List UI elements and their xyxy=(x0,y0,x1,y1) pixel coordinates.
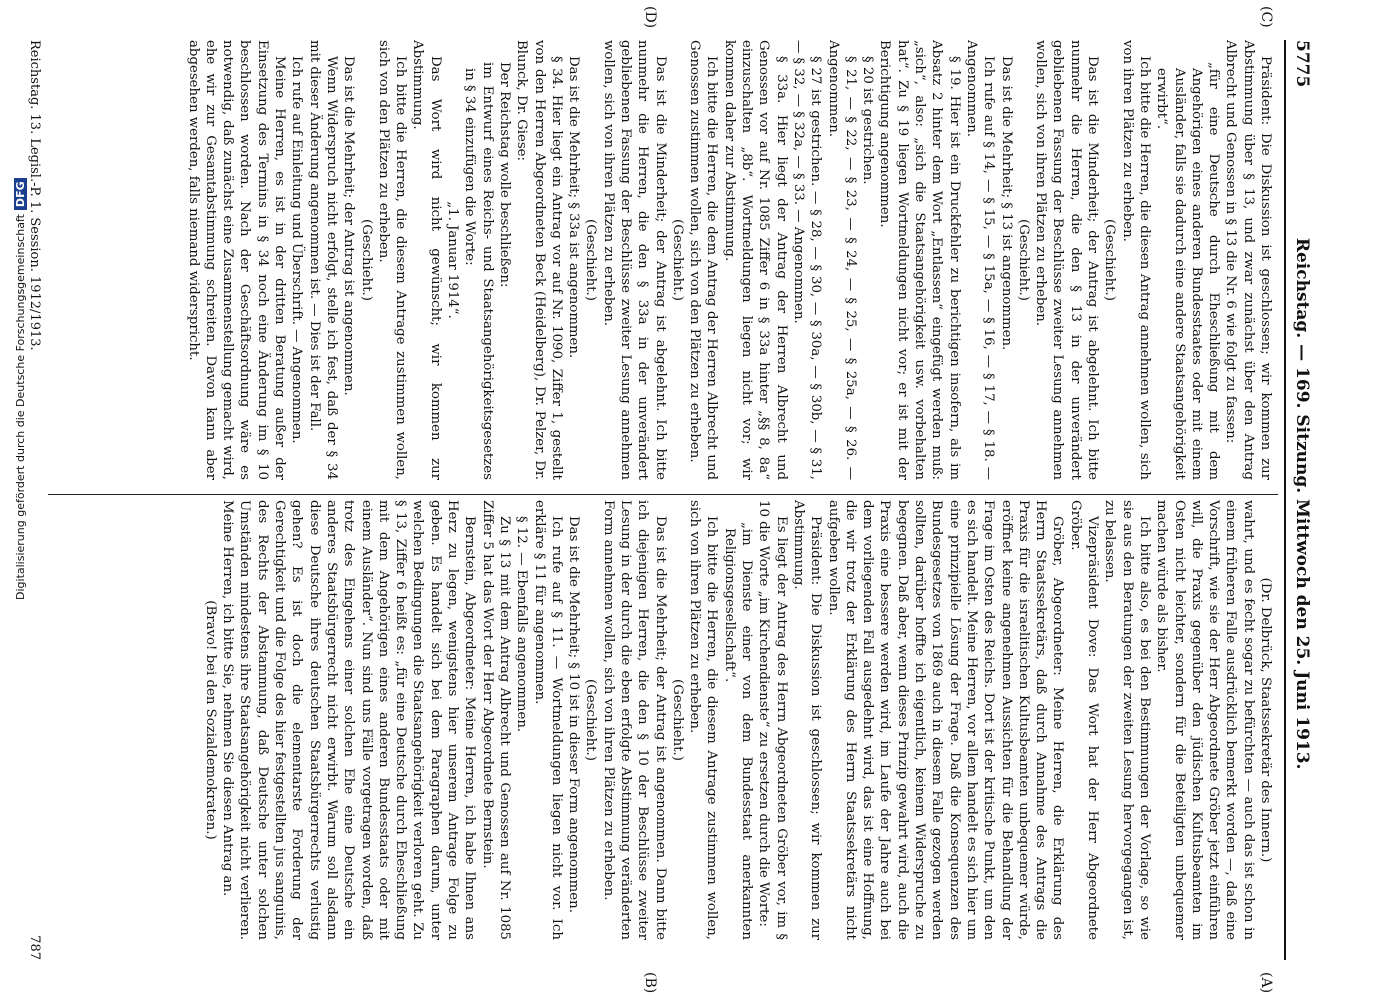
speaker-attribution: (Dr. Delbrück, Staatssekretär des Innern.) xyxy=(1258,577,1273,863)
column-divider xyxy=(48,494,1278,495)
right-column xyxy=(184,40,1274,480)
stage-direction: (Geschieht.) xyxy=(669,679,685,761)
paragraph: Ich bitte die Herren, die diesem Antrage zustimmen wollen, sich von ihren Plätzen zu erheben. xyxy=(687,500,720,940)
paragraph: Das ist die Minderheit; der Antrag ist abgelehnt. Ich bitte nunmehr die Herren, die den § 13 in der unverändert gebliebenen Fassung der Beschlüsse zweiter Lesung annehmen wollen, sich von ihren Plätzen zu erheben. xyxy=(1033,40,1101,480)
stage-direction: (Geschieht.) xyxy=(1102,219,1118,301)
stage-direction: (Geschieht.) xyxy=(583,679,599,761)
margin-mark-b: (B) xyxy=(642,972,658,994)
paragraph: Ich rufe auf Einleitung und Überschrift. — Angenommen. xyxy=(289,56,305,444)
paragraph: § 21, — § 22, — § 23, — § 24, — § 25, — § 25a, — § 26. — Angenommen. xyxy=(825,40,858,480)
paragraph: Ich bitte also, es bei den Bestimmungen der Vorlage, so wie sie aus den Beratungen der zweiten Lesung hervorgegangen ist, zu belassen. xyxy=(1102,500,1152,940)
paragraph: § 20 ist gestrichen. xyxy=(860,56,876,185)
page-number: 5775 xyxy=(1292,40,1312,88)
margin-mark-d: (D) xyxy=(642,6,658,29)
digitization-note xyxy=(14,181,30,600)
stage-direction: (Geschieht.) xyxy=(1015,219,1031,301)
paragraph: Vizepräsident Dove: Das Wort hat der Herr Abgeordnete Gröber. xyxy=(1067,500,1101,940)
paragraph: Ich bitte die Herren, die dem Antrag der Herren Albrecht und Genossen zustimmen wollen, sich von den Plätzen zu erheben. xyxy=(687,40,720,480)
margin-mark-a: (A) xyxy=(1258,972,1274,994)
paragraph: Ich bitte die Herren, die diesen Antrag annehmen wollen, sich von ihren Plätzen zu erheben. xyxy=(1119,40,1152,480)
footer-session: Reichstag. 13. Legisl.-P. 1. Session. 1912/1913. xyxy=(27,40,42,351)
left-column xyxy=(202,500,1274,940)
paragraph: Ich rufe auf § 11. — Wortmeldungen liegen nicht vor. Ich erkläre § 11 für angenommen. xyxy=(531,500,564,940)
quotation: „im Dienste einer von dem Bundesstaat anerkannten Religionsgesellschaft“. xyxy=(721,522,755,940)
paragraph: Das ist die Mehrheit; der Antrag ist angenommen. xyxy=(341,56,357,396)
paragraph: Präsident: Die Diskussion ist geschlossen; wir kommen zur Abstimmung über § 13, und zwar zunächst über den Antrag Albrecht und Genossen in § 13 die Nr. 6 wie folgt zu fassen: xyxy=(1223,40,1273,480)
stage-direction: (Geschieht.) xyxy=(358,219,374,301)
quotation: im Entwurf eines Reichs- und Staatsangehörigkeitsgesetzes in § 34 einzufügen die Worte: xyxy=(462,62,495,480)
paragraph: Ich rufe auf § 14, — § 15, — § 15a, — § 16, — § 17, — § 18. — Angenommen. xyxy=(963,40,997,480)
dfg-logo: DFG xyxy=(14,178,27,210)
paragraph: Das ist die Mehrheit; der Antrag ist angenommen. Dann bitte ich diejenigen Herren, die den § 10 der Beschlüsse zweiter Lesung in der durch die eben erfolgte Abstimmung veränderten Form annehmen wollen, sich von ihren Plätzen zu erheben. xyxy=(600,500,668,940)
paragraph: § 12. — Ebenfalls angenommen. xyxy=(514,516,530,733)
paragraph: Zu § 13 mit dem Antrag Albrecht und Genossen auf Nr. 1085 Ziffer 5 hat das Wort der Herr Abgeordnete Bernstein. xyxy=(479,500,512,940)
paragraph: Das ist die Minderheit; der Antrag ist abgelehnt. Ich bitte nunmehr die Herren, die den § 33a in der unverändert gebliebenen Fassung der Beschlüsse zweiter Lesung annehmen wollen, sich von ihren Plätzen zu erheben. xyxy=(600,40,668,480)
paragraph: Es liegt der Antrag des Herrn Abgeordneten Gröber vor, im § 10 die Worte „im Kirchendienste“ zu ersetzen durch die Worte: xyxy=(756,500,789,940)
digitization-text: Digitalisierung gefördert durch die Deutsche Forschungsgemeinschaft xyxy=(14,214,27,600)
footer-sheet-number: 787 xyxy=(27,935,42,960)
header-title: Reichstag. — 169. Sitzung. Mittwoch den 25. Juni 1913. xyxy=(1292,237,1312,770)
paragraph: § 19. Hier ist ein Druckfehler zu berichtigen insofern, als im Absatz 2 hinter dem Wort „Entlassen“ eingefügt werden muß: „sich“, also: „sich die Staatsangehörigkeit usw. vorbehalten hat“. Zu § 19 liegen Wortmeldungen nicht vor; er ist mit der Berichtigung angenommen. xyxy=(877,40,962,480)
header-rule xyxy=(1284,40,1286,960)
stage-direction: (Geschieht.) xyxy=(669,219,685,301)
page-header xyxy=(1288,40,1316,960)
quotation: „1. Januar 1914“. xyxy=(445,201,461,319)
paragraph: Meine Herren, es ist in der dritten Beratung außer der Einsetzung des Termins in § 34 noch eine Änderung im § 10 beschlossen worden. Nach der Geschäftsordnung wäre es notwendig, daß zunächst eine Zusammenstellung gemacht wird, ehe wir zur Gesamtabstimmung schreiten. Davon kann aber abgesehen werden, falls niemand widerspricht. xyxy=(185,40,288,480)
stage-direction: (Geschieht.) xyxy=(583,219,599,301)
paragraph: Das ist die Mehrheit; § 33a ist angenommen. xyxy=(566,56,582,359)
paragraph: Wenn Widerspruch nicht erfolgt, stelle ich fest, daß der § 34 mit dieser Änderung angenommen ist. — Dies ist der Fall. xyxy=(306,40,339,480)
quotation: Der Reichstag wolle beschließen: xyxy=(496,62,512,288)
paragraph: Das Wort wird nicht gewünscht; wir kommen zur Abstimmung. xyxy=(410,40,443,480)
paragraph: Das ist die Mehrheit; § 13 ist angenommen. xyxy=(998,56,1014,351)
paragraph: Ich bitte die Herren, die diesem Antrage zustimmen wollen, sich von den Plätzen zu erheben. xyxy=(375,40,409,480)
paragraph: Gröber, Abgeordneter: Meine Herren, die Erklärung des Herrn Staatssekretärs, daß durch Annahme des Antrags die Praxis für die israelitischen Kultusbeamten unbequemer würde, eröffnet keine angenehmen Aussichten für die Behandlung der Frage im Osten des Reichs. Dort ist der kritische Punkt, um den es sich handelt. Meine Herren, vor allem handelt es sich hier um eine prinzipielle Lösung der Frage. Daß die Konsequenzen des Bundesgesetzes von 1869 auch in diesem Falle gezogen werden sollten, darüber hoffte ich eigentlich, keinem Widerspruche zu begegnen. Daß aber, wenn dieses Prinzip gewahrt wird, auch die Praxis eine bessere werden wird, im Laufe der Jahre auch bei dem vorliegenden Fall ausgedehnt wird, das ist eine Hoffnung, die wir trotz der Erklärung des Herrn Staatssekretärs nicht aufgeben wollen. xyxy=(825,500,1066,940)
paragraph: Bernstein, Abgeordneter: Meine Herren, ich habe Ihnen ans Herz zu legen, wenigstens hier unserem Antrage Folge zu geben. Es handelt sich bei dem Paragraphen darum, unter welchen Bedingungen die Staatsangehörigkeit verloren geht. Zu § 13, Ziffer 6 heißt es: „für eine Deutsche durch Eheschließung mit dem Angehörigen eines anderen Bundesstaats oder mit einem Ausländer“. Nun sind uns Fälle vorgetragen worden, daß trotz des Eingehens einer solchen Ehe eine Deutsche ein anderes Staatsbürgerrecht nicht erwirbt. Warum soll alsdann diese Deutsche ihres deutschen Staatsbürgerrechts verlustig gehen? Es ist doch die elementarste Forderung der Gerechtigkeit und die Folge des hier festgestellten jus sanguinis, des Rechts der Abstammung, daß Deutsche unter solchen Umständen mindestens ihre Staatsangehörigkeit nicht verlieren. Meine Herren, ich bitte Sie, nehmen Sie diesen Antrag an. xyxy=(220,500,478,940)
paragraph: § 34. Hier liegt ein Antrag vor auf Nr. 1090, Ziffer 1, gestellt von den Herren Abgeordneten Beck (Heidelberg), Dr. Pelzer, Dr. Blunck, Dr. Giese: xyxy=(514,40,564,480)
paragraph: Präsident: Die Diskussion ist geschlossen; wir kommen zur Abstimmung. xyxy=(790,500,824,940)
paragraph: wahrt, und es fecht sogar zu befürchten — auch das ist schon in einem früheren Falle ausdrücklich bemerkt worden —, daß eine Vorschrift, wie sie der Herr Abgeordnete Gröber jetzt einführen will, die Praxis gegenüber den jüdischen Kultusbeamten im Osten nicht leichter, sondern für die Beteiligten unbequemer machen würde als bisher. xyxy=(1154,500,1256,940)
stage-direction: (Bravo! bei den Sozialdemokraten.) xyxy=(202,600,218,840)
quotation: „für eine Deutsche durch Eheschließung mit dem Angehörigen eines anderen Bundesstaates oder mit einem Ausländer, falls sie dadurch eine andere Staatsangehörigkeit erwirbt“. xyxy=(1154,62,1222,480)
paragraph: § 33a. Hier liegt der Antrag der Herren Albrecht und Genossen vor auf Nr. 1085 Ziffer 6 in § 33a hinter „§§ 8, 8a“ einzuschalten „8b“. Wortmeldungen liegen nicht vor; wir kommen daher zur Abstimmung. xyxy=(721,40,789,480)
paragraph: Das ist die Mehrheit; § 10 ist in dieser Form angenommen. xyxy=(566,516,582,913)
margin-mark-c: (C) xyxy=(1258,6,1274,28)
paragraph: § 27 ist gestrichen. — § 28, — § 30, — § 30a, — § 30b, — § 31, — § 32, — § 32a, — § 33. — Angenommen. xyxy=(790,40,824,480)
